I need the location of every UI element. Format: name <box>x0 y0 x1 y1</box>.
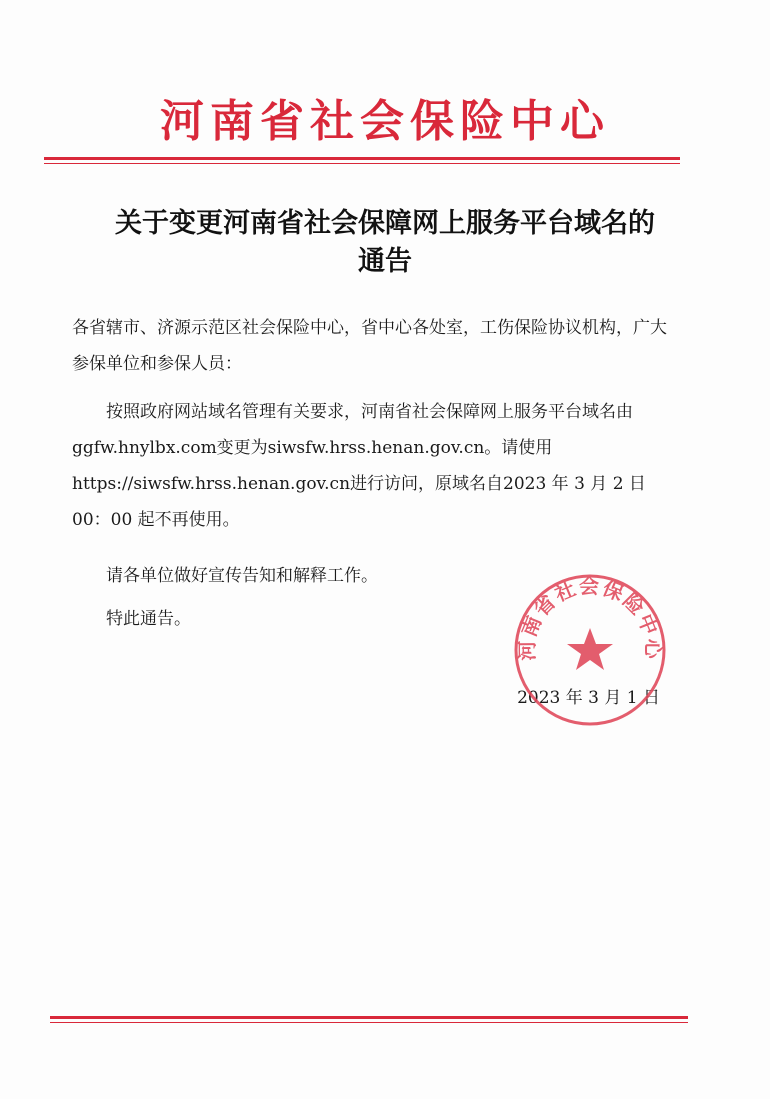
footer-rule-thin <box>50 1022 688 1023</box>
document-title <box>60 205 710 281</box>
organization-header: 河南省社会保险中心 <box>160 96 610 147</box>
signature-date: 2023 年 3 月 1 日 <box>517 688 660 708</box>
star-icon <box>567 628 613 670</box>
document-title-line2: 通告 <box>358 246 412 277</box>
body-paragraph-closing: 特此通告。 <box>106 609 191 629</box>
body-paragraph-domain-change: 按照政府网站域名管理有关要求，河南省社会保障网上服务平台域名由ggfw.hnylbx.com变更为siwsfw.hrss.henan.gov.cn。请使用https://siwsfw.hrss.henan.gov.cn进行访问，原域名自2023 年 3 月 2 日 00：00 起不再使用。 <box>72 402 646 530</box>
document-title-line1: 关于变更河南省社会保障网上服务平台域名的 <box>115 208 655 239</box>
body-paragraph-publicity: 请各单位做好宣传告知和解释工作。 <box>106 566 378 586</box>
seal-lettering: 河南省社会保险中心 <box>514 574 666 661</box>
header-rule-thin <box>44 163 680 164</box>
official-seal <box>510 570 670 730</box>
header-rule-thick <box>44 157 680 160</box>
footer-rule-thick <box>50 1016 688 1019</box>
salutation: 各省辖市、济源示范区社会保险中心，省中心各处室，工伤保险协议机构，广大参保单位和参保人员： <box>72 318 667 374</box>
